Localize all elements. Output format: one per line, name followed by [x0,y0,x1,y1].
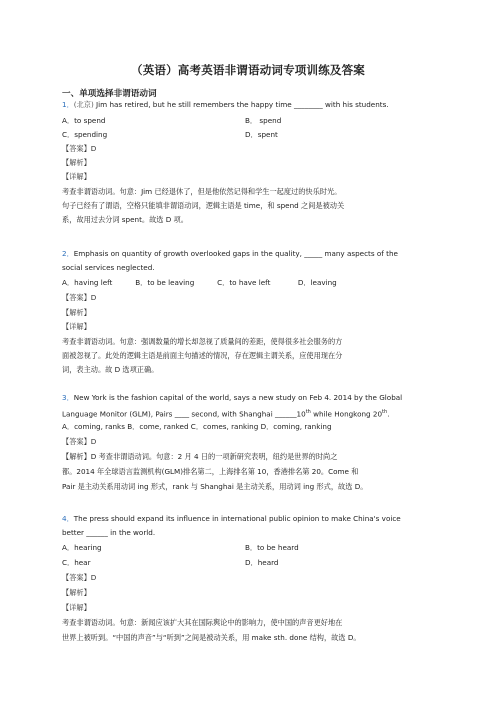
explanation-line: 面被忽视了。此处的逻辑主语是前面主句描述的情况，存在逻辑主谓关系，应使用现在分 [62,351,343,360]
question-text: New York is the fashion capital of the world, says a new study on Feb 4. 2014 by the Global [73,393,403,402]
analysis-tag: 【解析】 [62,308,91,317]
question-number: 2． [62,249,74,258]
question-text: Emphasis on quantity of growth overlooked gaps in the quality, _____ many aspects of the [73,249,398,258]
question-text-part: while Hongkong 20 [310,409,383,419]
question-4-stem [62,514,401,524]
question-text-cont: social services neglected. [62,263,155,272]
explanation-line: 词，表主动。故 D 选项正确。 [62,365,159,374]
question-1-stem [62,100,389,110]
question-text-cont [62,407,389,419]
page-title: （英语）高考英语非谓语动词专项训练及答案 [131,63,365,77]
explanation-line: 句子已经有了谓语，空格只能填非谓语动词，逻辑主语是 time，和 spend 之间是被动关 [62,201,345,210]
detail-tag: 【详解】 [62,172,91,181]
option-c: C．spending [62,130,108,139]
option-d: D．spent [245,130,278,139]
options-row: A．having left B．to be leaving C．to have left D．leaving [62,278,337,287]
question-source: (北京) [73,100,94,109]
section-heading: 一、单项选择非谓语动词 [62,89,157,99]
explanation-line: 考查非谓语动词。句意：新闻应该扩大其在国际舆论中的影响力，使中国的声音更好地在 [62,618,343,627]
question-number: 1． [62,100,74,109]
explanation-line: 世界上被听到。“中国的声音”与“听到”之间是被动关系，用 make sth. done 结构，故选 D。 [62,633,361,642]
explanation-line: Pair 是主动关系用动词 ing 形式，rank 与 Shanghai 是主动关系，用动词 ing 形式，故选 D。 [62,482,368,491]
option-b: B． spend [245,116,282,125]
detail-tag: 【详解】 [62,322,91,331]
question-text-part: Language Monitor (GLM), Pairs ____ second, with Shanghai ______10 [62,409,306,419]
question-number: 3． [62,393,74,402]
option-c: C．hear [62,558,91,567]
explanation-line: 考查非谓语动词。句意：强调数量的增长却忽视了质量间的差距，使得很多社会服务的方 [62,337,343,346]
question-3-stem [62,393,402,403]
superscript: th [305,409,311,415]
analysis-tag: 【解析】 [62,588,91,597]
question-text: Jim has retired, but he still remembers the happy time ________ with his students. [93,100,389,109]
detail-tag: 【详解】 [62,603,91,612]
answer-tag: 【答案】D [62,437,97,446]
option-d: D．heard [245,558,279,567]
options-row: A．coming, ranks B．come, ranked C．comes, ranking D．coming, ranking [62,422,332,431]
question-text: The press should expand its influence in international public opinion to make China's voice [73,514,401,523]
answer-tag: 【答案】D [62,144,97,153]
analysis-tag: 【解析】 [62,158,91,167]
answer-tag: 【答案】D [62,573,97,582]
question-2-stem [62,249,398,259]
explanation-line: 都。2014 年全球语言监测机构(GLM)排名第二，上海排名第 10，香港排名第 20。Come 和 [62,467,359,476]
question-text-cont: better ______ in the world. [62,528,156,537]
explanation-line: 考查非谓语动词。句意：Jim 已经退休了，但是他依然记得和学生一起度过的快乐时光。 [62,187,342,196]
option-a: A．hearing [62,543,102,552]
explanation-line: 系，故用过去分词 spent。故选 D 项。 [62,215,188,224]
question-number: 4． [62,514,74,523]
question-text-part: . [387,409,390,419]
option-b: B．to be heard [245,543,299,552]
explanation-line: 【解析】D 考查非谓语动词。句意：2 月 4 日的一项新研究表明，纽约是世界的时尚之 [62,452,338,461]
option-a: A．to spend [62,116,106,125]
superscript: th [382,409,388,415]
answer-tag: 【答案】D [62,293,97,302]
